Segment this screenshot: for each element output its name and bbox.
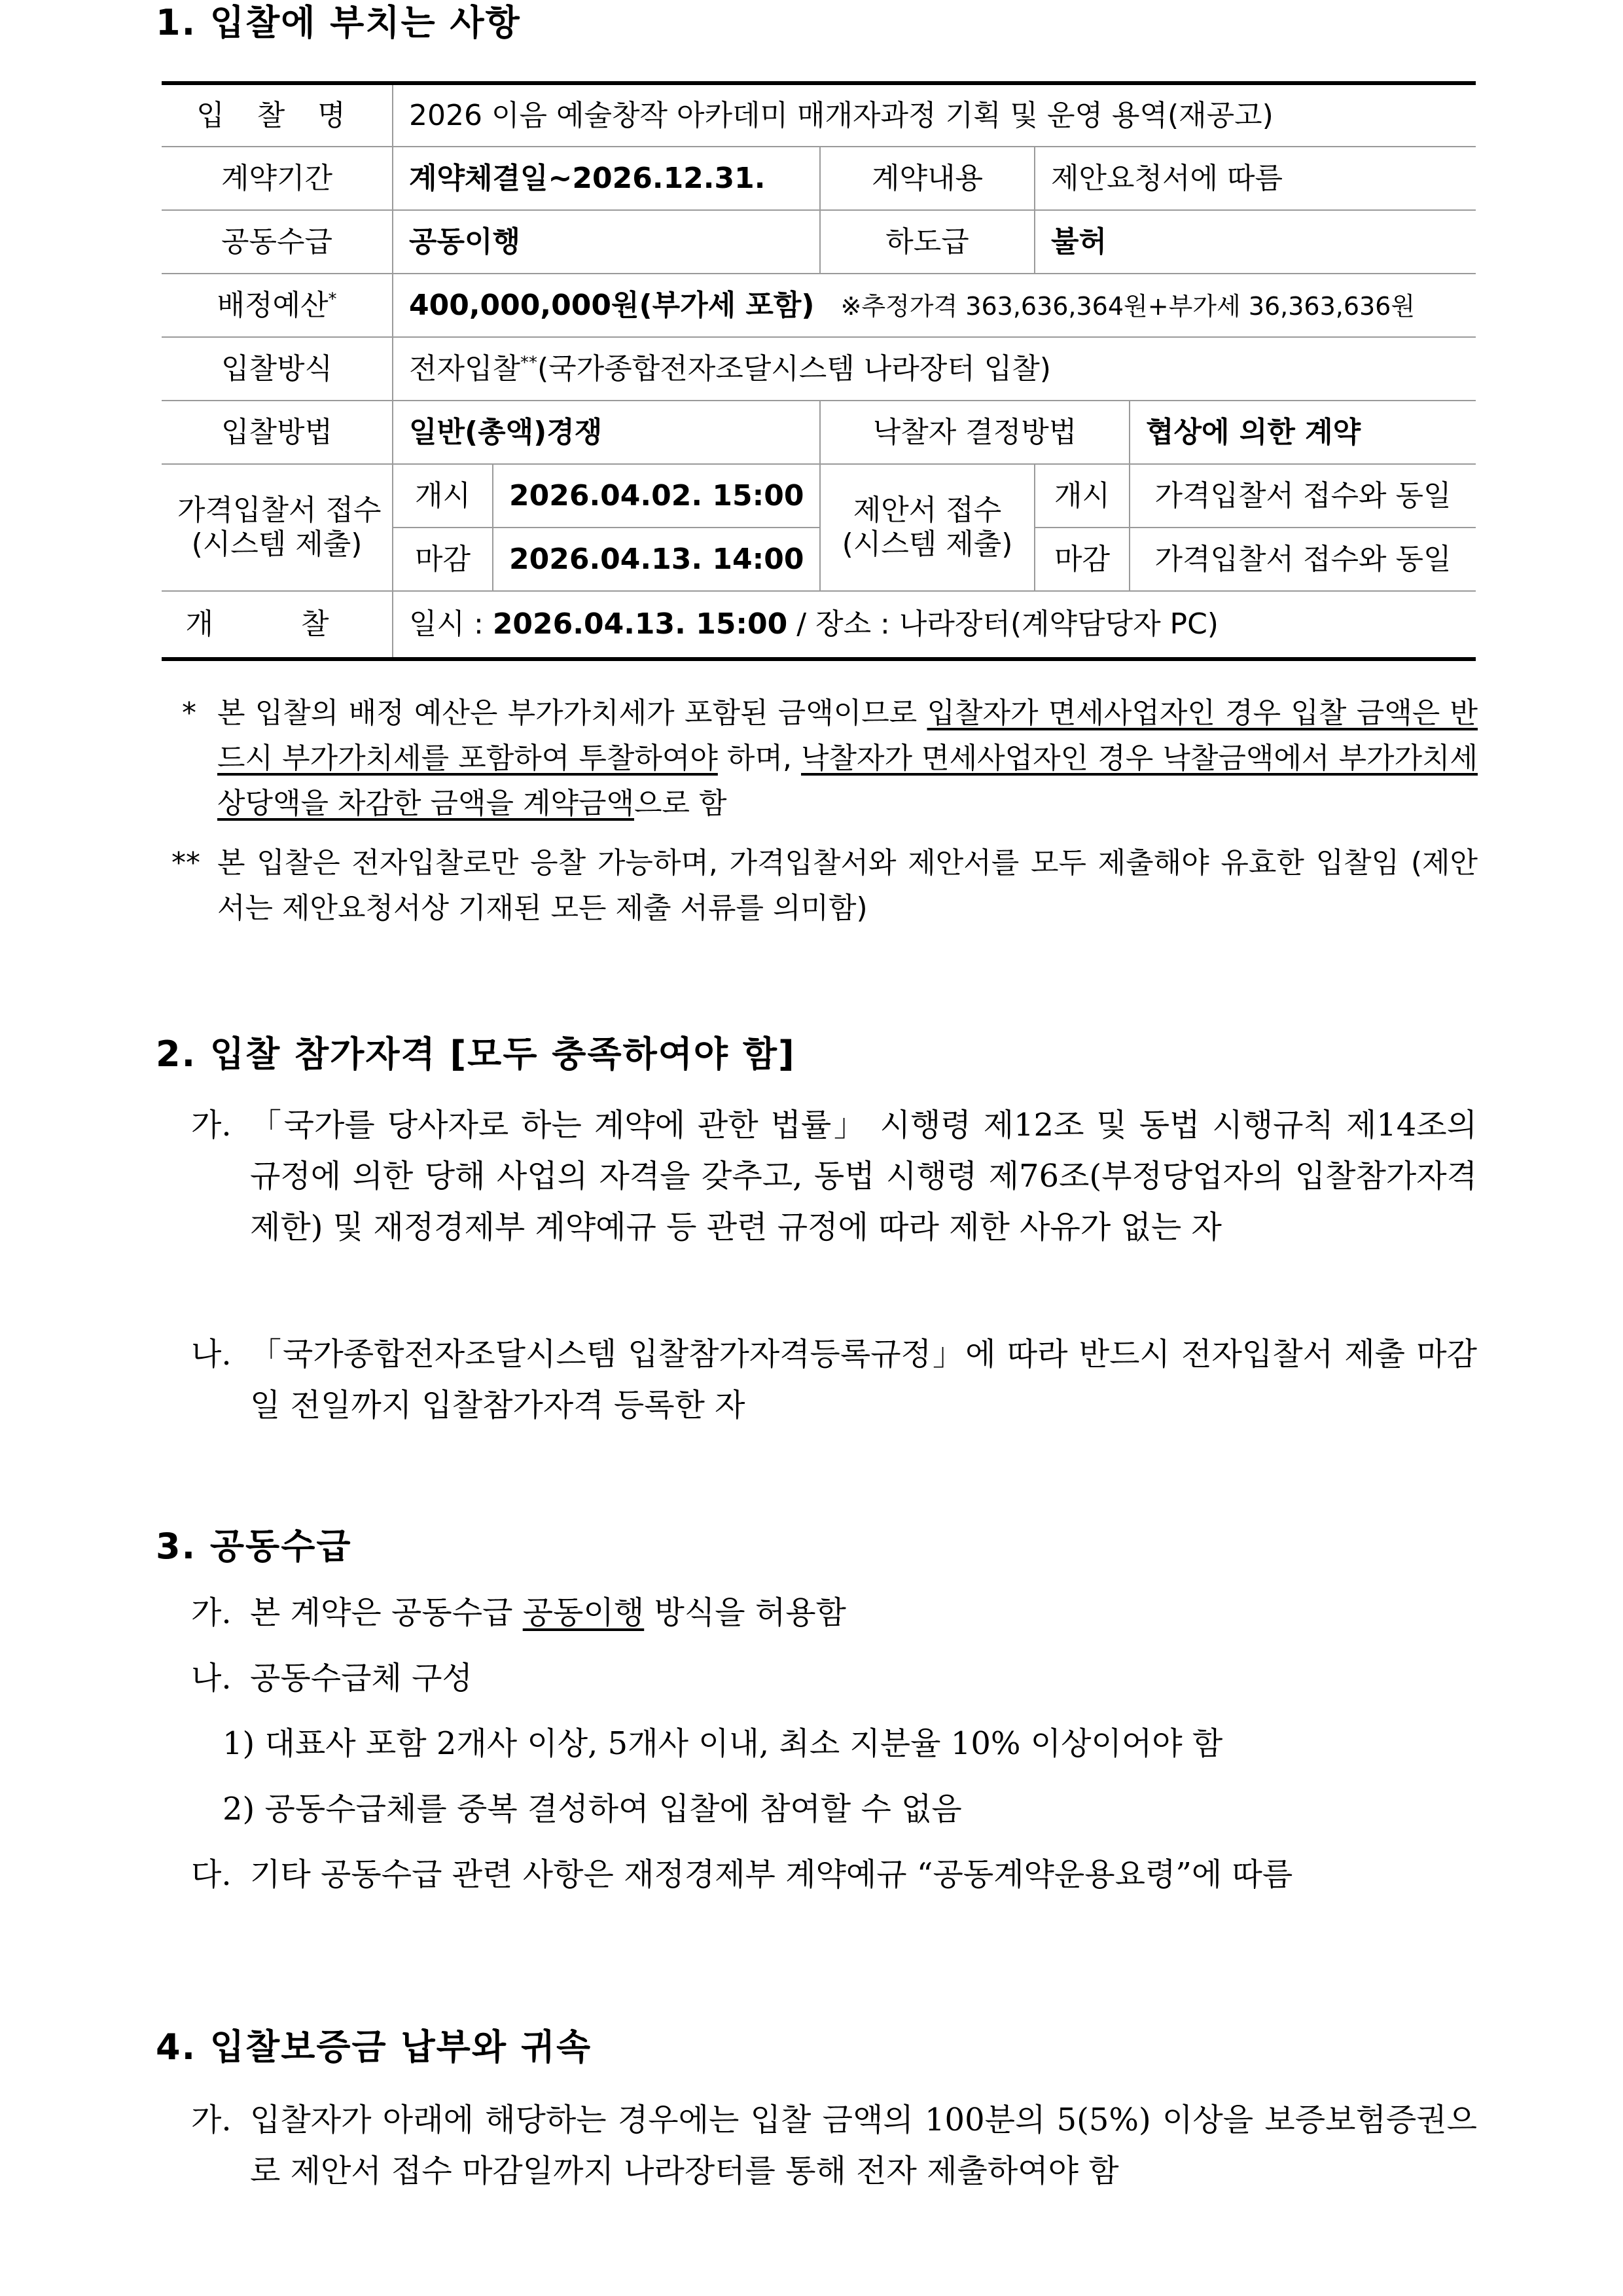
winner-method-value: 협상에 의한 계약 [1130, 401, 1476, 464]
bid-name-value: 2026 이음 예술창작 아카데미 매개자과정 기획 및 운영 용역(재공고) [393, 83, 1476, 147]
section-2-heading: 2. 입찰 참가자격 [모두 충족하여야 함] [156, 1033, 796, 1075]
proposal-open-label: 개시 [1035, 464, 1130, 528]
table-notes [171, 691, 1478, 931]
bid-method-value: 일반(총액)경쟁 [393, 401, 820, 464]
proposal-close-label: 마감 [1035, 528, 1130, 591]
price-close-label: 마감 [393, 528, 493, 591]
row-label-bid-name: 입 찰 명 [162, 83, 393, 147]
table-row [162, 274, 1476, 337]
table-row [162, 591, 1476, 659]
joint-item-ga: 가. 본 계약은 공동수급 공동이행 방식을 허용함 [191, 1594, 846, 1631]
estimated-price-note: ※추정가격 363,636,364원+부가세 36,363,636원 [840, 291, 1416, 321]
opening-value: 일시 : 2026.04.13. 15:00 / 장소 : 나라장터(계약담당자 PC) [393, 591, 1476, 659]
joint-item-na: 나. 공동수급체 구성 [191, 1660, 473, 1696]
table-row [162, 464, 1476, 528]
bid-info-table [162, 81, 1476, 661]
eligibility-item-na: 나. 「국가종합전자조달시스템 입찰참가자격등록규정」에 따라 반드시 전자입찰서 제출 마감일 전일까지 입찰참가자격 등록한 자 [191, 1336, 1477, 1424]
row-label-bid-method: 입찰방법 [162, 401, 393, 464]
row-label-budget: 배정예산* [162, 274, 393, 337]
joint-item-da: 다. 기타 공동수급 관련 사항은 재정경제부 계약예규 “공동계약운용요령”에 따름 [191, 1856, 1293, 1893]
note-budget-vat: * 본 입찰의 배정 예산은 부가가치세가 포함된 금액이므로 입찰자가 면세사업자인 경우 입찰 금액은 반드시 부가가치세를 포함하여 투찰하여야 하며, 낙찰자가 면세사업자인 경우 낙찰금액에서 부가가치세 상당액을 차감한 금액을 계약금액으로 함 [182, 696, 1478, 820]
row-label-joint-supply: 공동수급 [162, 210, 393, 274]
contract-period-value: 계약체결일~2026.12.31. [393, 147, 820, 210]
section-3-heading: 3. 공동수급 [156, 1526, 352, 1567]
joint-sub-2: 2) 공동수급체를 중복 결성하여 입찰에 참여할 수 없음 [223, 1791, 962, 1827]
table-row [162, 210, 1476, 274]
joint-sub-1: 1) 대표사 포함 2개사 이상, 5개사 이내, 최소 지분율 10% 이상이어야 함 [223, 1725, 1223, 1762]
table-row [162, 401, 1476, 464]
section-4-heading: 4. 입찰보증금 납부와 귀속 [156, 2026, 592, 2068]
eligibility-item-ga: 가. 「국가를 당사자로 하는 계약에 관한 법률」 시행령 제12조 및 동법 시행규칙 제14조의 규정에 의한 당해 사업의 자격을 갖추고, 동법 시행령 제76조(부정당업자의 입찰참가자격 제한) 및 재정경제부 계약예규 등 관련 규정에 따라 제한 사유가 없는 자 [191, 1107, 1477, 1246]
row-label-proposal-submission: 제안서 접수 (시스템 제출) [820, 464, 1035, 591]
row-label-contract-content: 계약내용 [820, 147, 1035, 210]
budget-value: 400,000,000원(부가세 포함) ※추정가격 363,636,364원+부가세 36,363,636원 [393, 274, 1476, 337]
proposal-close-value: 가격입찰서 접수와 동일 [1130, 528, 1476, 591]
deposit-item-ga: 가. 입찰자가 아래에 해당하는 경우에는 입찰 금액의 100분의 5(5%) 이상을 보증보험증권으로 제안서 접수 마감일까지 나라장터를 통해 전자 제출하여야 함 [191, 2102, 1477, 2189]
subcontract-value: 불허 [1035, 210, 1476, 274]
table-row [162, 83, 1476, 147]
note-electronic-bid: ** 본 입찰은 전자입찰로만 응찰 가능하며, 가격입찰서와 제안서를 모두 제출해야 유효한 입찰임 (제안서는 제안요청서상 기재된 모든 제출 서류를 의미함) [171, 846, 1478, 925]
price-open-value: 2026.04.02. 15:00 [493, 464, 820, 528]
bid-type-value: 전자입찰**(국가종합전자조달시스템 나라장터 입찰) [393, 337, 1476, 401]
row-label-bid-type: 입찰방식 [162, 337, 393, 401]
row-label-subcontract: 하도급 [820, 210, 1035, 274]
proposal-open-value: 가격입찰서 접수와 동일 [1130, 464, 1476, 528]
section-1-heading: 1. 입찰에 부치는 사항 [156, 2, 521, 43]
table-row [162, 337, 1476, 401]
row-label-contract-period: 계약기간 [162, 147, 393, 210]
row-label-winner-method: 낙찰자 결정방법 [820, 401, 1130, 464]
table-row [162, 147, 1476, 210]
contract-content-value: 제안요청서에 따름 [1035, 147, 1476, 210]
price-close-value: 2026.04.13. 14:00 [493, 528, 820, 591]
row-label-price-submission: 가격입찰서 접수 (시스템 제출) [162, 464, 393, 591]
joint-supply-value: 공동이행 [393, 210, 820, 274]
row-label-opening: 개 찰 [162, 591, 393, 659]
price-open-label: 개시 [393, 464, 493, 528]
